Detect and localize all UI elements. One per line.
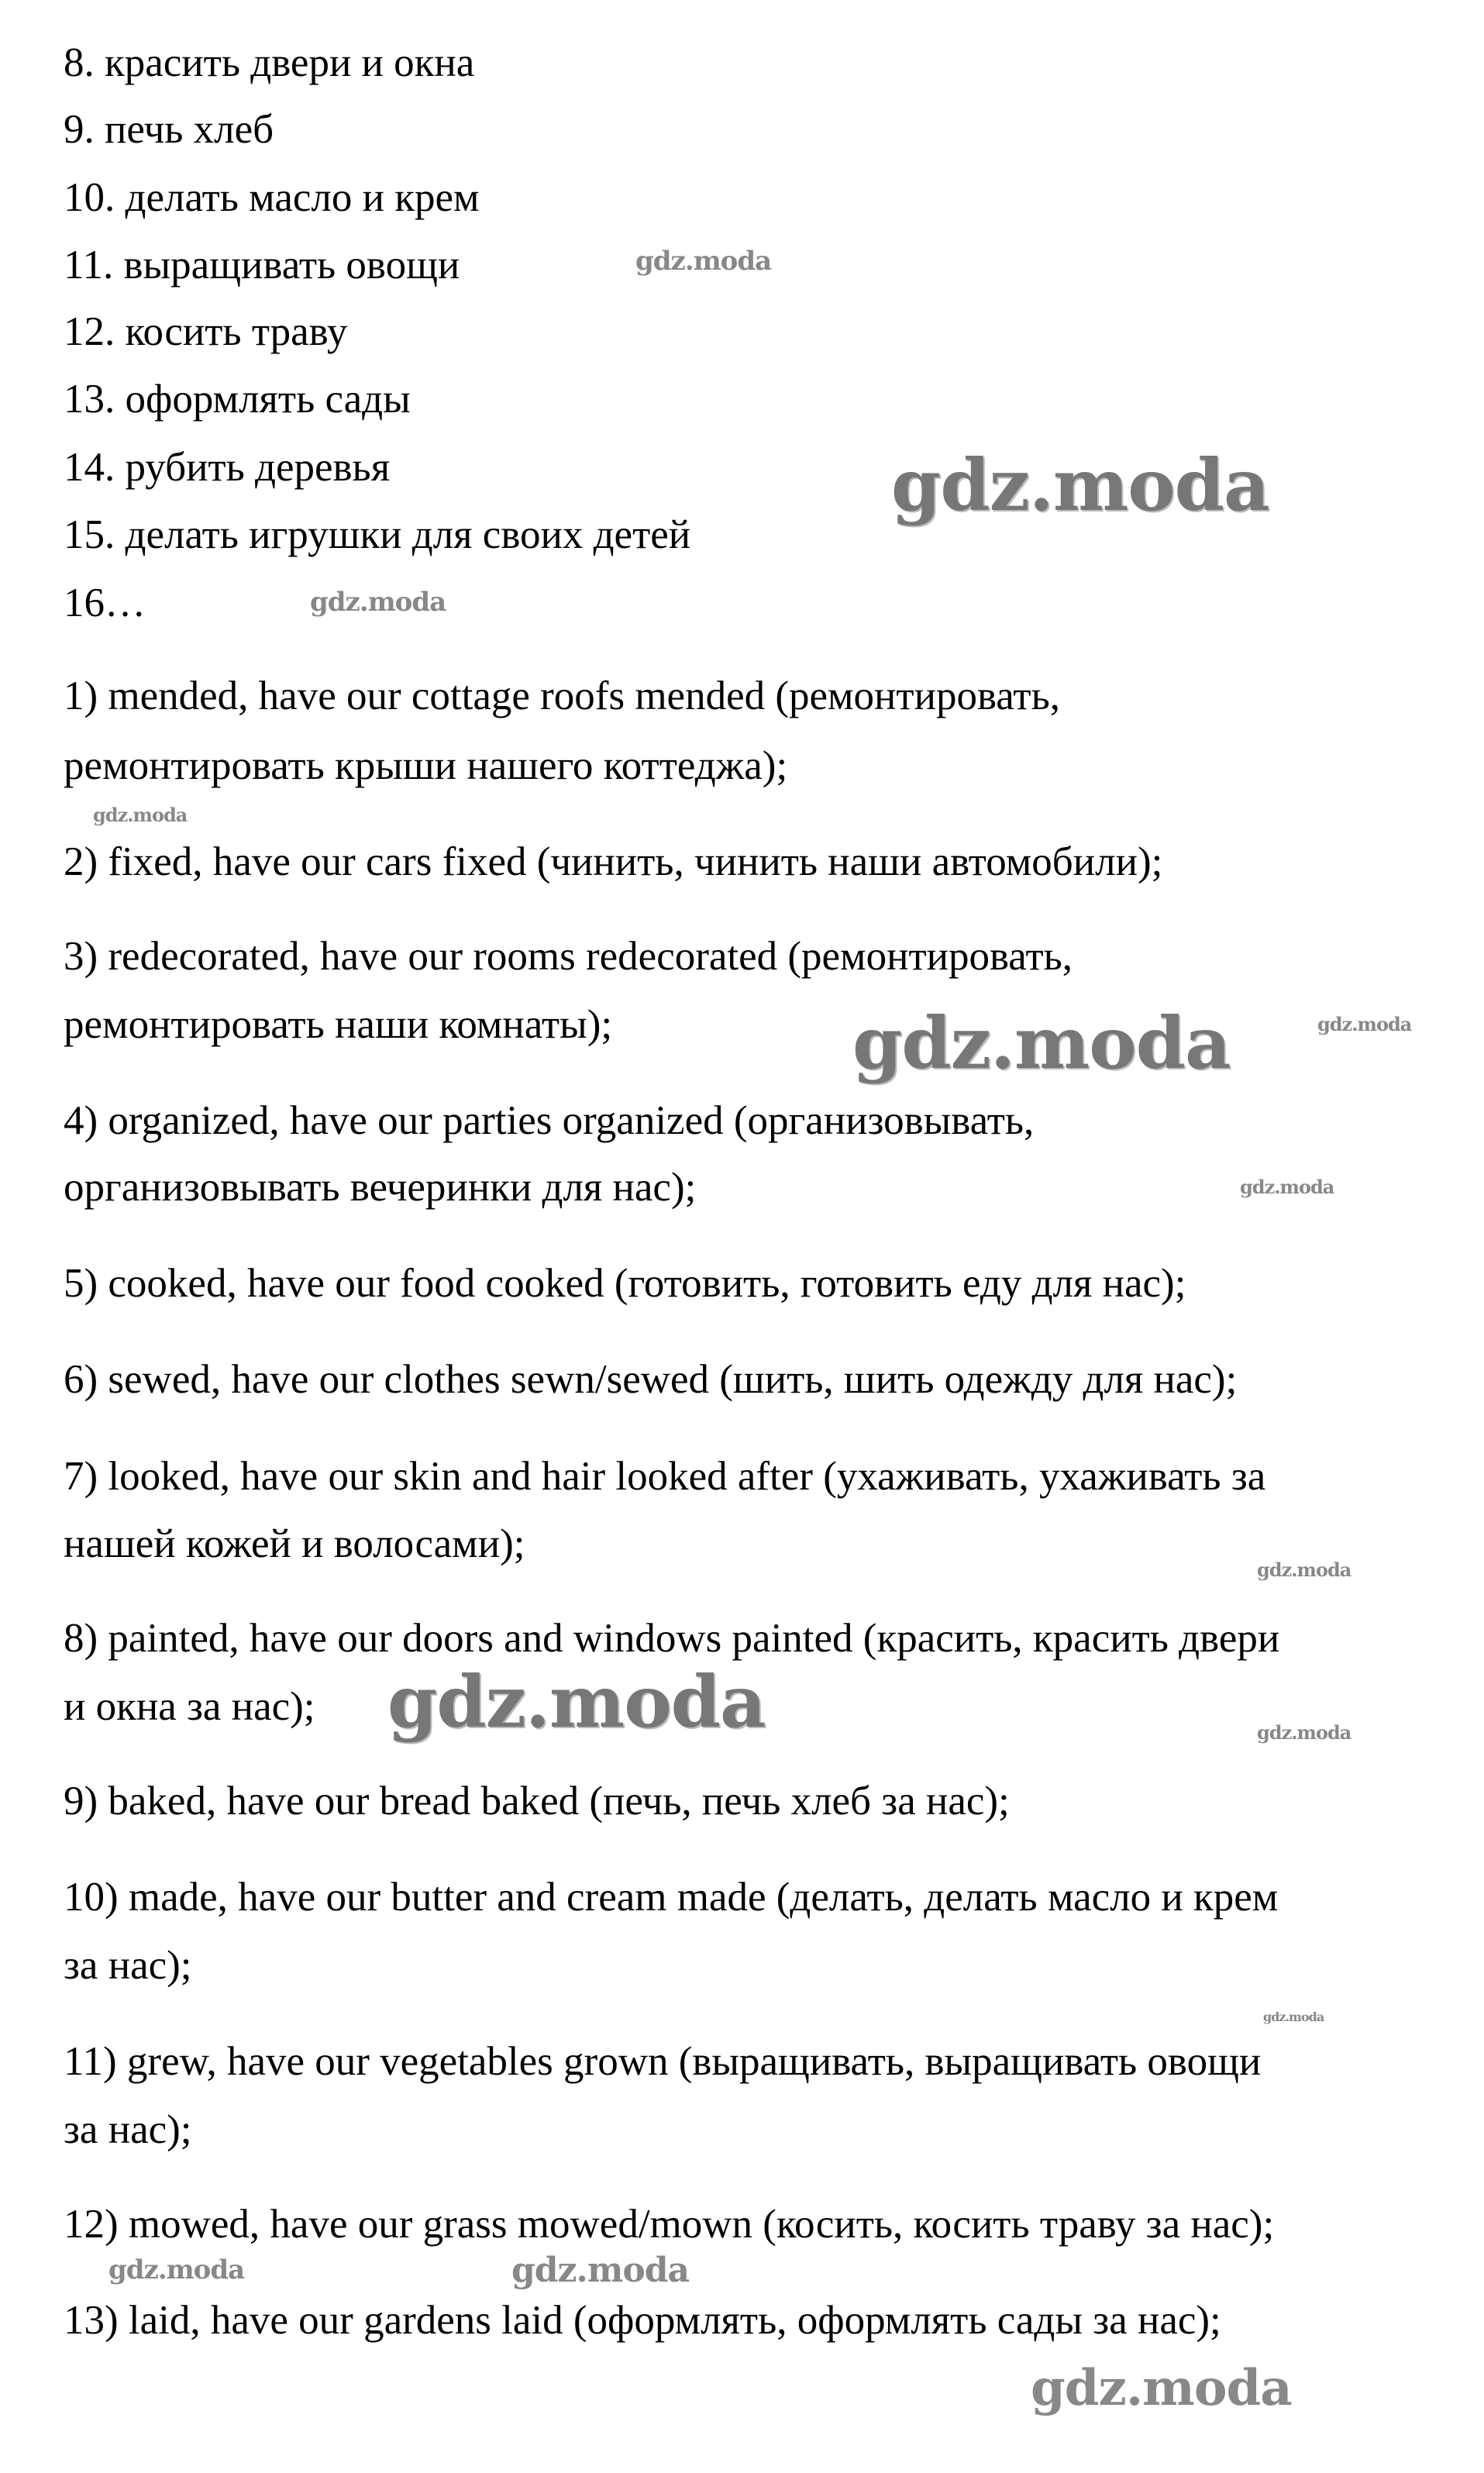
answer-line: ремонтировать наши комнаты); <box>64 1002 613 1047</box>
watermark: gdz.moda <box>1317 1013 1412 1035</box>
answer-line: 2) fixed, have our cars fixed (чинить, чинить наши автомобили); <box>64 839 1163 884</box>
answer-line: 8) painted, have our doors and windows painted (красить, красить двери <box>64 1616 1280 1661</box>
list-item: 10. делать масло и крем <box>64 175 480 220</box>
watermark: gdz.moda <box>1240 1176 1334 1198</box>
answer-line: 1) mended, have our cottage roofs mended (ремонтировать, <box>64 673 1061 718</box>
answer-line: 6) sewed, have our clothes sewn/sewed (шить, шить одежду для нас); <box>64 1357 1238 1402</box>
watermark: gdz.moda <box>1257 1559 1351 1581</box>
list-item: 16… <box>64 580 146 625</box>
watermark: gdz.moda <box>852 1001 1231 1085</box>
list-item: 15. делать игрушки для своих детей <box>64 512 691 557</box>
answer-line: нашей кожей и волосами); <box>64 1521 525 1566</box>
list-item: 14. рубить деревья <box>64 445 391 490</box>
list-item: 11. выращивать овощи <box>64 243 460 288</box>
answer-line: и окна за нас); <box>64 1684 315 1729</box>
watermark: gdz.moda <box>1257 1721 1351 1744</box>
answer-line: 13) laid, have our gardens laid (оформлять, оформлять сады за нас); <box>64 2298 1221 2343</box>
list-item: 9. печь хлеб <box>64 107 274 152</box>
watermark: gdz.moda <box>1031 2359 1292 2417</box>
list-item: 13. оформлять сады <box>64 377 411 422</box>
answer-line: 11) grew, have our vegetables grown (выращивать, выращивать овощи <box>64 2039 1262 2084</box>
watermark: gdz.moda <box>1263 2010 1324 2024</box>
watermark: gdz.moda <box>635 246 772 277</box>
answer-line: 9) baked, have our bread baked (печь, печь хлеб за нас); <box>64 1779 1010 1824</box>
answer-line: 12) mowed, have our grass mowed/mown (косить, косить траву за нас); <box>64 2202 1275 2247</box>
answer-line: за нас); <box>64 1943 192 1988</box>
watermark: gdz.moda <box>93 804 188 826</box>
watermark: gdz.moda <box>891 443 1269 527</box>
watermark: gdz.moda <box>387 1660 766 1744</box>
answer-line: организовывать вечеринки для нас); <box>64 1165 697 1210</box>
answer-line: 5) cooked, have our food cooked (готовить, готовить еду для нас); <box>64 1261 1186 1306</box>
watermark: gdz.moda <box>108 2254 245 2285</box>
watermark: gdz.moda <box>310 587 446 618</box>
answer-line: 10) made, have our butter and cream made (делать, делать масло и крем <box>64 1875 1279 1920</box>
watermark: gdz.moda <box>511 2251 690 2290</box>
answer-line: ремонтировать крыши нашего коттеджа); <box>64 743 788 788</box>
answer-line: 7) looked, have our skin and hair looked after (ухаживать, ухаживать за <box>64 1454 1266 1499</box>
list-item: 12. косить траву <box>64 309 348 354</box>
answer-line: за нас); <box>64 2107 192 2152</box>
answer-line: 3) redecorated, have our rooms redecorated (ремонтировать, <box>64 934 1073 979</box>
answer-line: 4) organized, have our parties organized (организовывать, <box>64 1098 1035 1143</box>
list-item: 8. красить двери и окна <box>64 40 475 85</box>
